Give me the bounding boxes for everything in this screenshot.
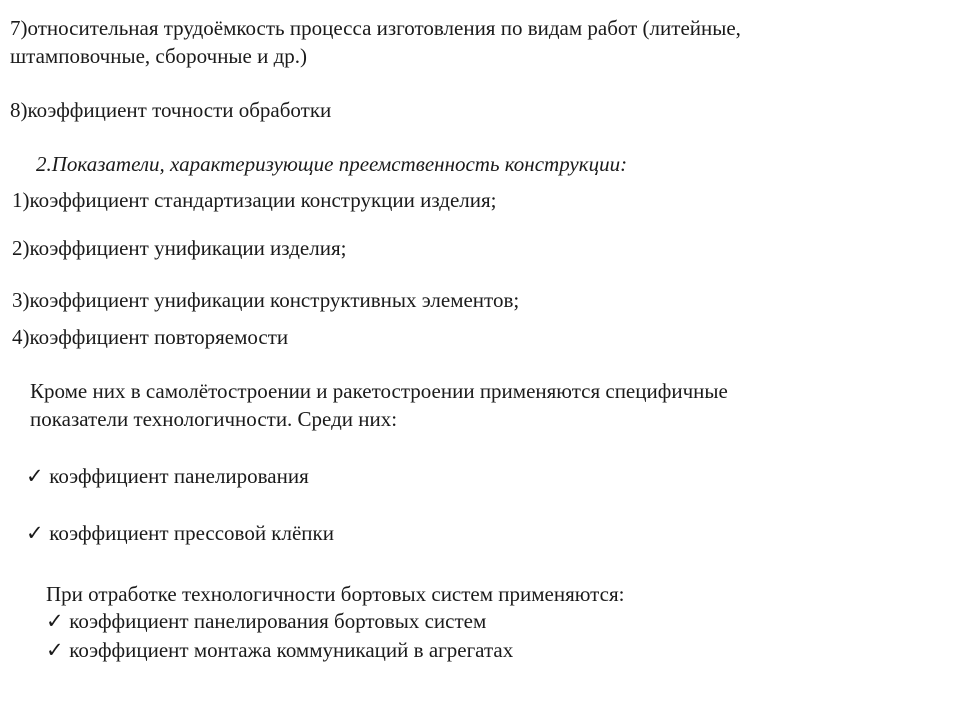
onboard-check-2	[46, 636, 513, 664]
aviation-check-2-text: коэффициент прессовой клёпки	[49, 521, 334, 545]
check-icon: ✓	[46, 609, 64, 633]
aviation-intro-line-1: Кроме них в самолётостроении и ракетостроении применяются специфичные	[30, 379, 728, 403]
aviation-check-2	[26, 519, 334, 547]
section-2-heading: 2.Показатели, характеризующие преемственность конструкции:	[36, 152, 628, 176]
aviation-check-1	[26, 462, 309, 490]
onboard-check-2-text: коэффициент монтажа коммуникаций в агрегатах	[69, 638, 514, 662]
section-2-item-2: 2)коэффициент унификации изделия;	[12, 236, 347, 260]
item-8: 8)коэффициент точности обработки	[10, 98, 332, 122]
onboard-intro: При отработке технологичности бортовых систем применяются:	[46, 582, 625, 606]
onboard-check-1	[46, 607, 486, 635]
check-icon: ✓	[26, 464, 44, 488]
section-2-item-4: 4)коэффициент повторяемости	[12, 325, 289, 349]
item-7-line-2: штамповочные, сборочные и др.)	[10, 44, 308, 68]
check-icon: ✓	[26, 521, 44, 545]
aviation-intro-line-2: показатели технологичности. Среди них:	[30, 407, 398, 431]
aviation-check-1-text: коэффициент панелирования	[49, 464, 309, 488]
check-icon: ✓	[46, 638, 64, 662]
item-7-line-1: 7)относительная трудоёмкость процесса изготовления по видам работ (литейные,	[10, 16, 741, 40]
section-2-item-1: 1)коэффициент стандартизации конструкции изделия;	[12, 188, 497, 212]
onboard-check-1-text: коэффициент панелирования бортовых систем	[69, 609, 487, 633]
section-2-item-3: 3)коэффициент унификации конструктивных элементов;	[12, 288, 520, 312]
